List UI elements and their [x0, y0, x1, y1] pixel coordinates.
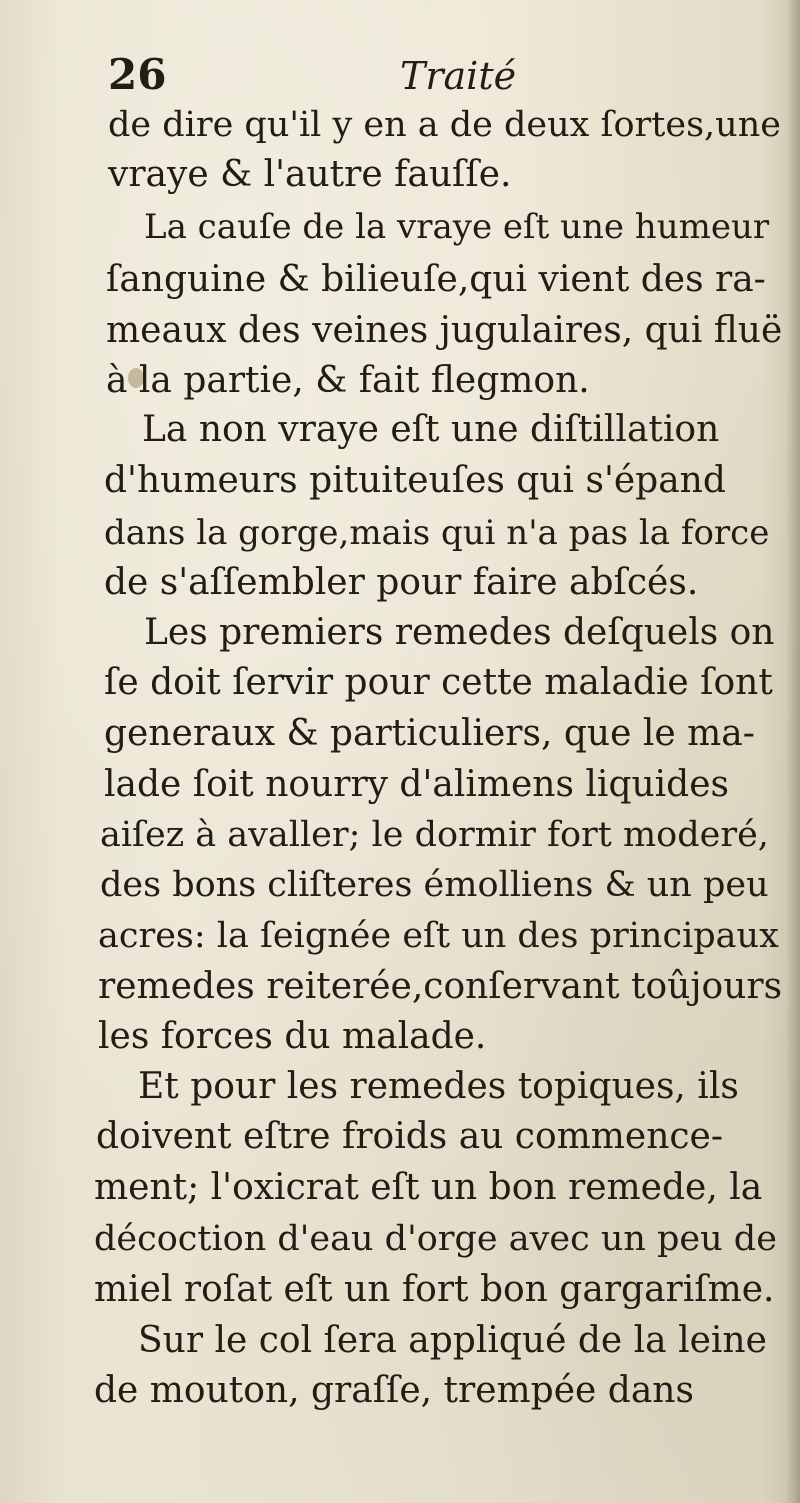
text-line: Et pour les remedes topiques, ils — [138, 1066, 739, 1107]
text-line: doivent eſtre froids au commence- — [96, 1116, 724, 1157]
text-line: remedes reiterée,conſervant toûjours — [98, 966, 783, 1007]
running-head: Traité — [400, 54, 517, 98]
text-line: generaux & particuliers, que le ma- — [104, 713, 755, 754]
text-line: ſe doit ſervir pour cette maladie ſont — [104, 662, 773, 703]
page-number: 26 — [108, 50, 167, 99]
text-line: Sur le col ſera appliqué de la leine — [138, 1320, 767, 1361]
text-line: dans la gorge,mais qui n'a pas la force — [104, 513, 770, 553]
text-line: de mouton, graſſe, trempée dans — [94, 1370, 694, 1411]
page-edge-shadow — [786, 0, 800, 1503]
text-line: ment; l'oxicrat eſt un bon remede, la — [94, 1167, 763, 1208]
text-line: à la partie, & fait flegmon. — [106, 360, 590, 401]
text-line: vraye & l'autre fauſſe. — [108, 154, 512, 195]
text-line: acres: la ſeignée eſt un des principaux — [98, 916, 779, 956]
text-line: La non vraye eſt une diſtillation — [142, 409, 720, 450]
text-line: miel roſat eſt un fort bon gargariſme. — [94, 1269, 775, 1310]
text-line: de s'aſſembler pour faire abſcés. — [104, 562, 699, 603]
text-line: lade ſoit nourry d'alimens liquides — [104, 764, 730, 805]
text-line: des bons cliſteres émolliens & un peu — [100, 865, 769, 905]
text-line: La cauſe de la vraye eſt une humeur — [144, 207, 770, 247]
text-line: meaux des veines jugulaires, qui fluë — [106, 310, 783, 351]
text-line: de dire qu'il y en a de deux ſortes,une — [108, 105, 781, 145]
text-line: aiſez à avaller; le dormir fort moderé, — [100, 815, 769, 855]
text-line: d'humeurs pituiteuſes qui s'épand — [104, 460, 726, 501]
text-line: les forces du malade. — [98, 1016, 487, 1057]
text-line: décoction d'eau d'orge avec un peu de — [94, 1219, 777, 1259]
text-line: ſanguine & bilieuſe,qui vient des ra- — [106, 259, 766, 300]
text-line: Les premiers remedes deſquels on — [144, 612, 775, 653]
